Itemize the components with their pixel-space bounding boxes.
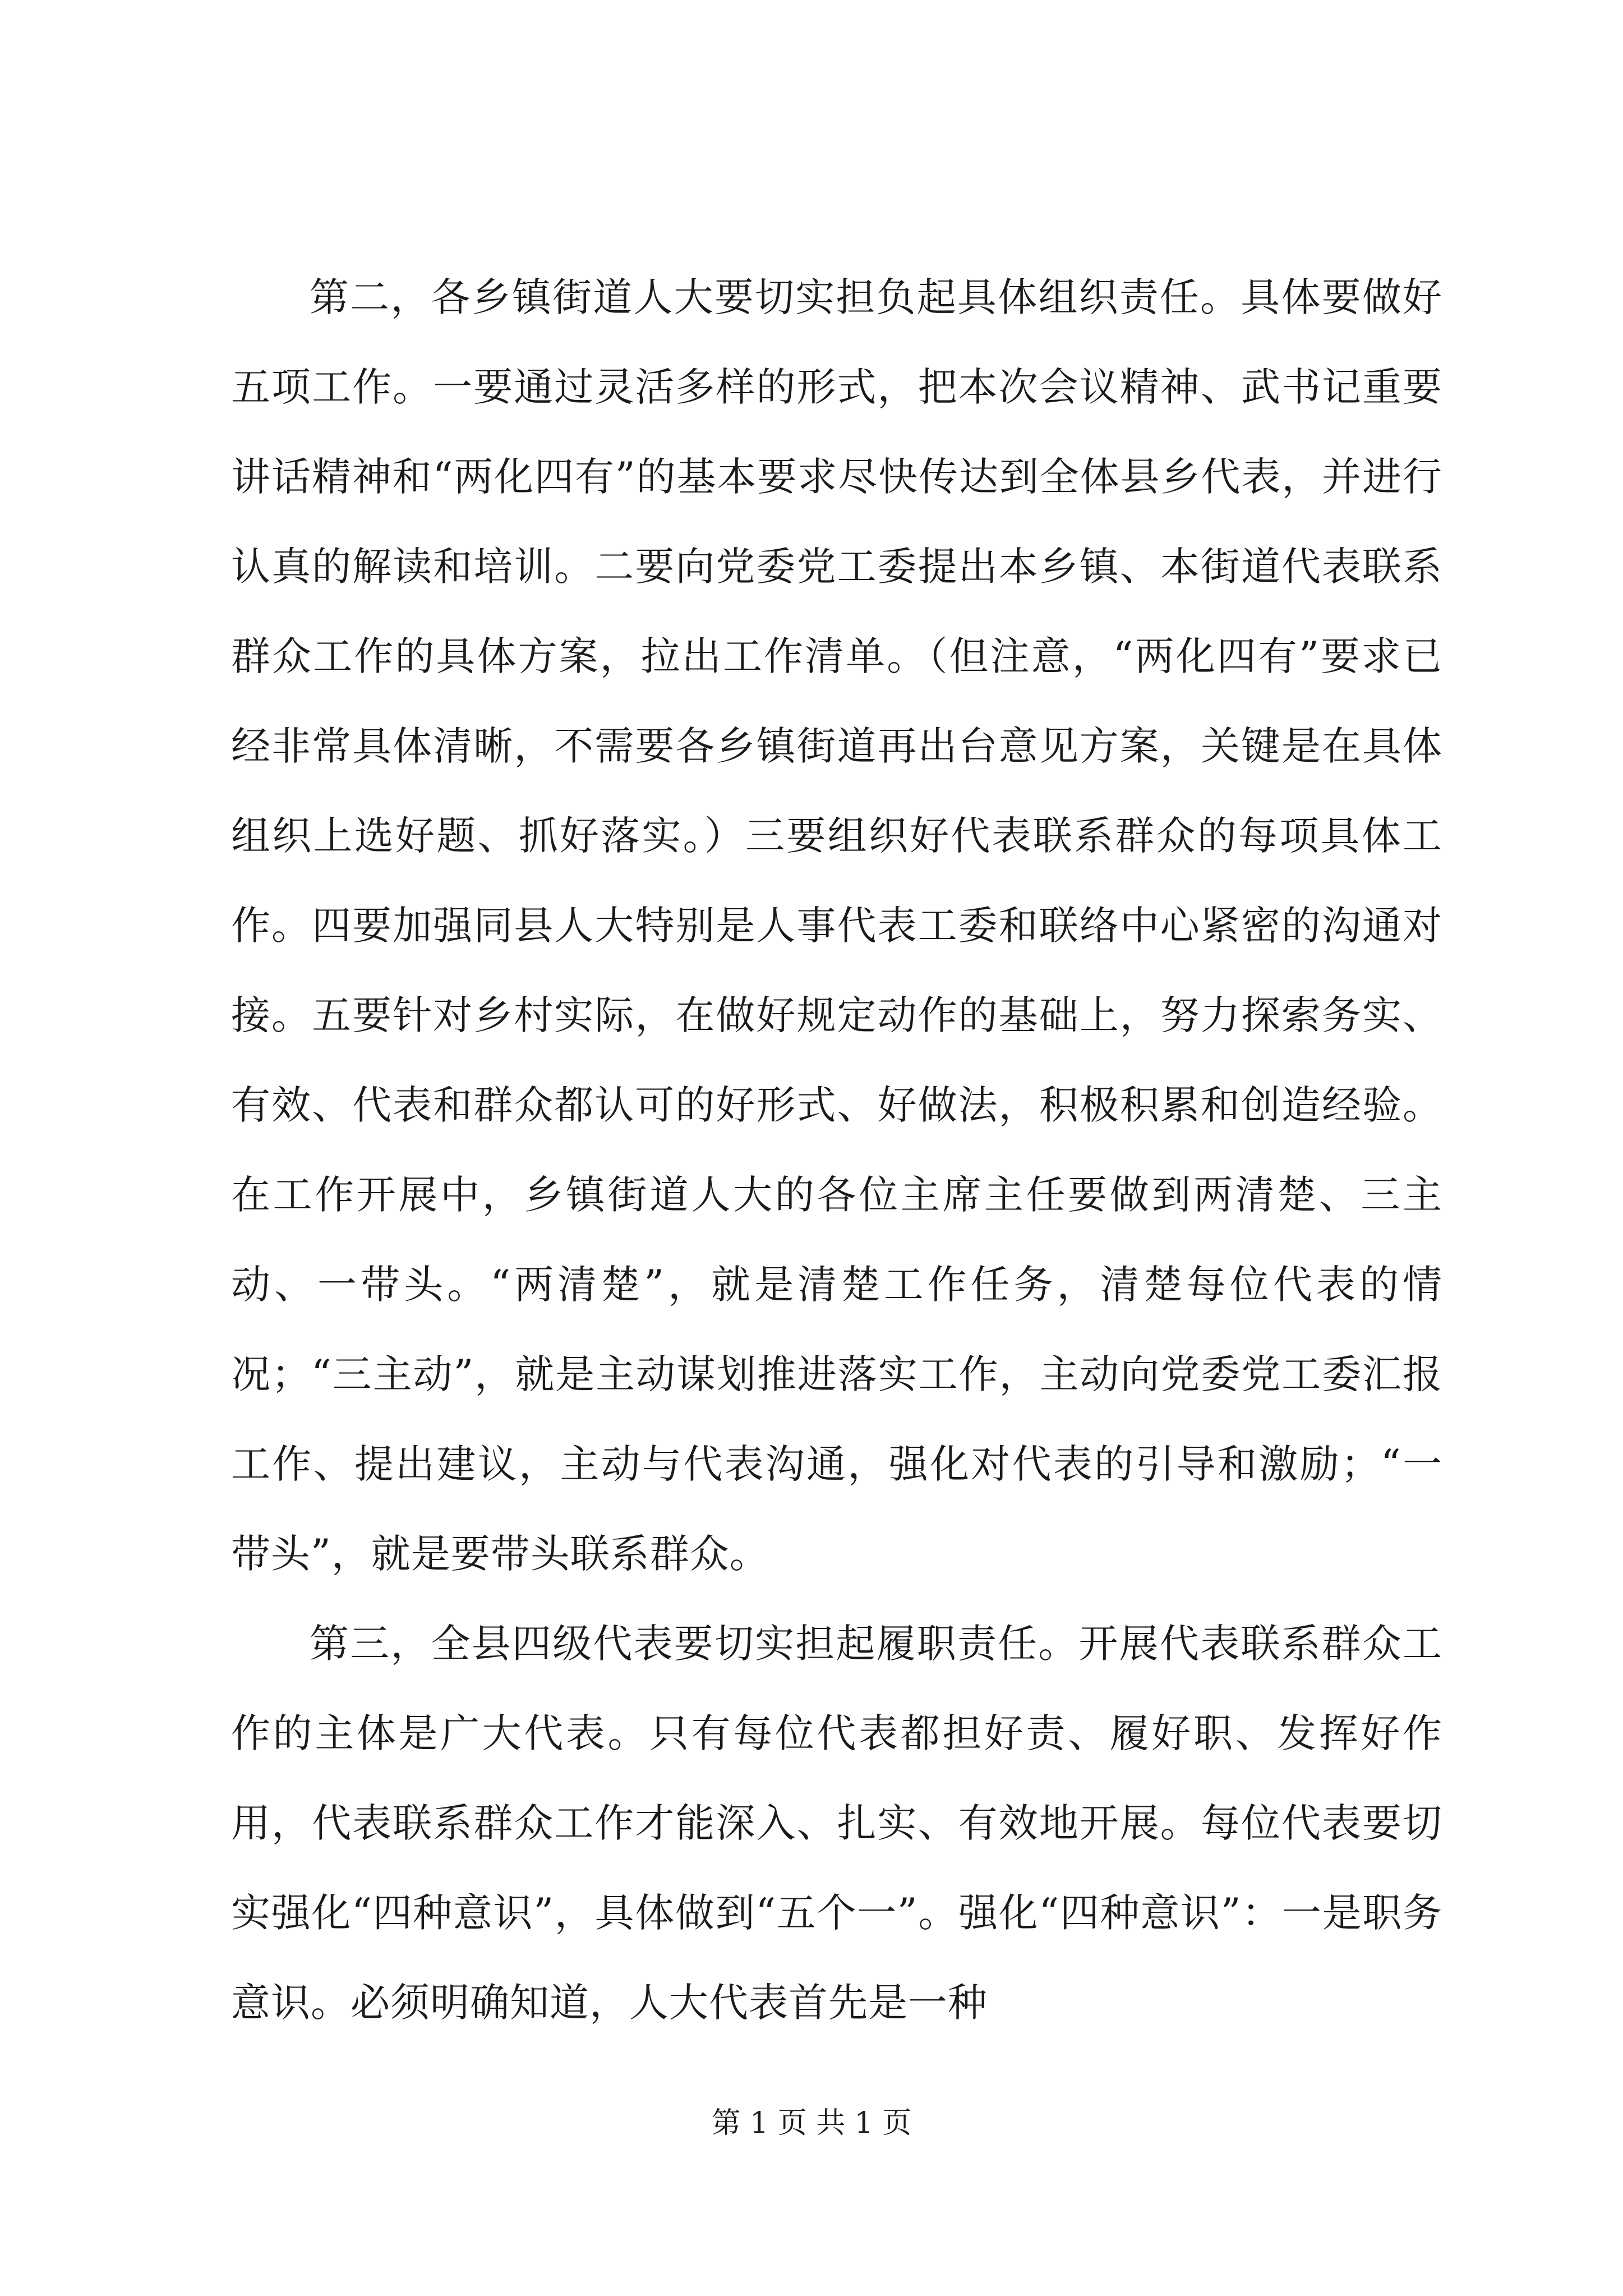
paragraph-third: 第三，全县四级代表要切实担起履职责任。开展代表联系群众工作的主体是广大代表。只有每位代表都担好责、履好职、发挥好作用，代表联系群众工作才能深入、扎实、有效地开展。每位代表要切实强化“四种意识”，具体做到“五个一”。强化“四种意识”：一是职务意识。必须明确知道，人大代表首先是一种	[231, 1621, 1442, 2026]
document-body	[231, 252, 1442, 2047]
page-number-footer: 第 1 页 共 1 页	[711, 2106, 912, 2140]
paragraph-second: 第二，各乡镇街道人大要切实担负起具体组织责任。具体要做好五项工作。一要通过灵活多样的形式，把本次会议精神、武书记重要讲话精神和“两化四有”的基本要求尽快传达到全体县乡代表，并进行认真的解读和培训。二要向党委党工委提出本乡镇、本街道代表联系群众工作的具体方案，拉出工作清单。（但注意，“两化四有”要求已经非常具体清晰，不需要各乡镇街道再出台意见方案，关键是在具体组织上选好题、抓好落实。）三要组织好代表联系群众的每项具体工作。四要加强同县人大特别是人事代表工委和联络中心紧密的沟通对接。五要针对乡村实际，在做好规定动作的基础上，努力探索务实、有效、代表和群众都认可的好形式、好做法，积极积累和创造经验。在工作开展中，乡镇街道人大的各位主席主任要做到两清楚、三主动、一带头。“两清楚”，就是清楚工作任务，清楚每位代表的情况；“三主动”，就是主动谋划推进落实工作，主动向党委党工委汇报工作、提出建议，主动与代表沟通，强化对代表的引导和激励；“一带头”，就是要带头联系群众。	[231, 274, 1442, 1577]
